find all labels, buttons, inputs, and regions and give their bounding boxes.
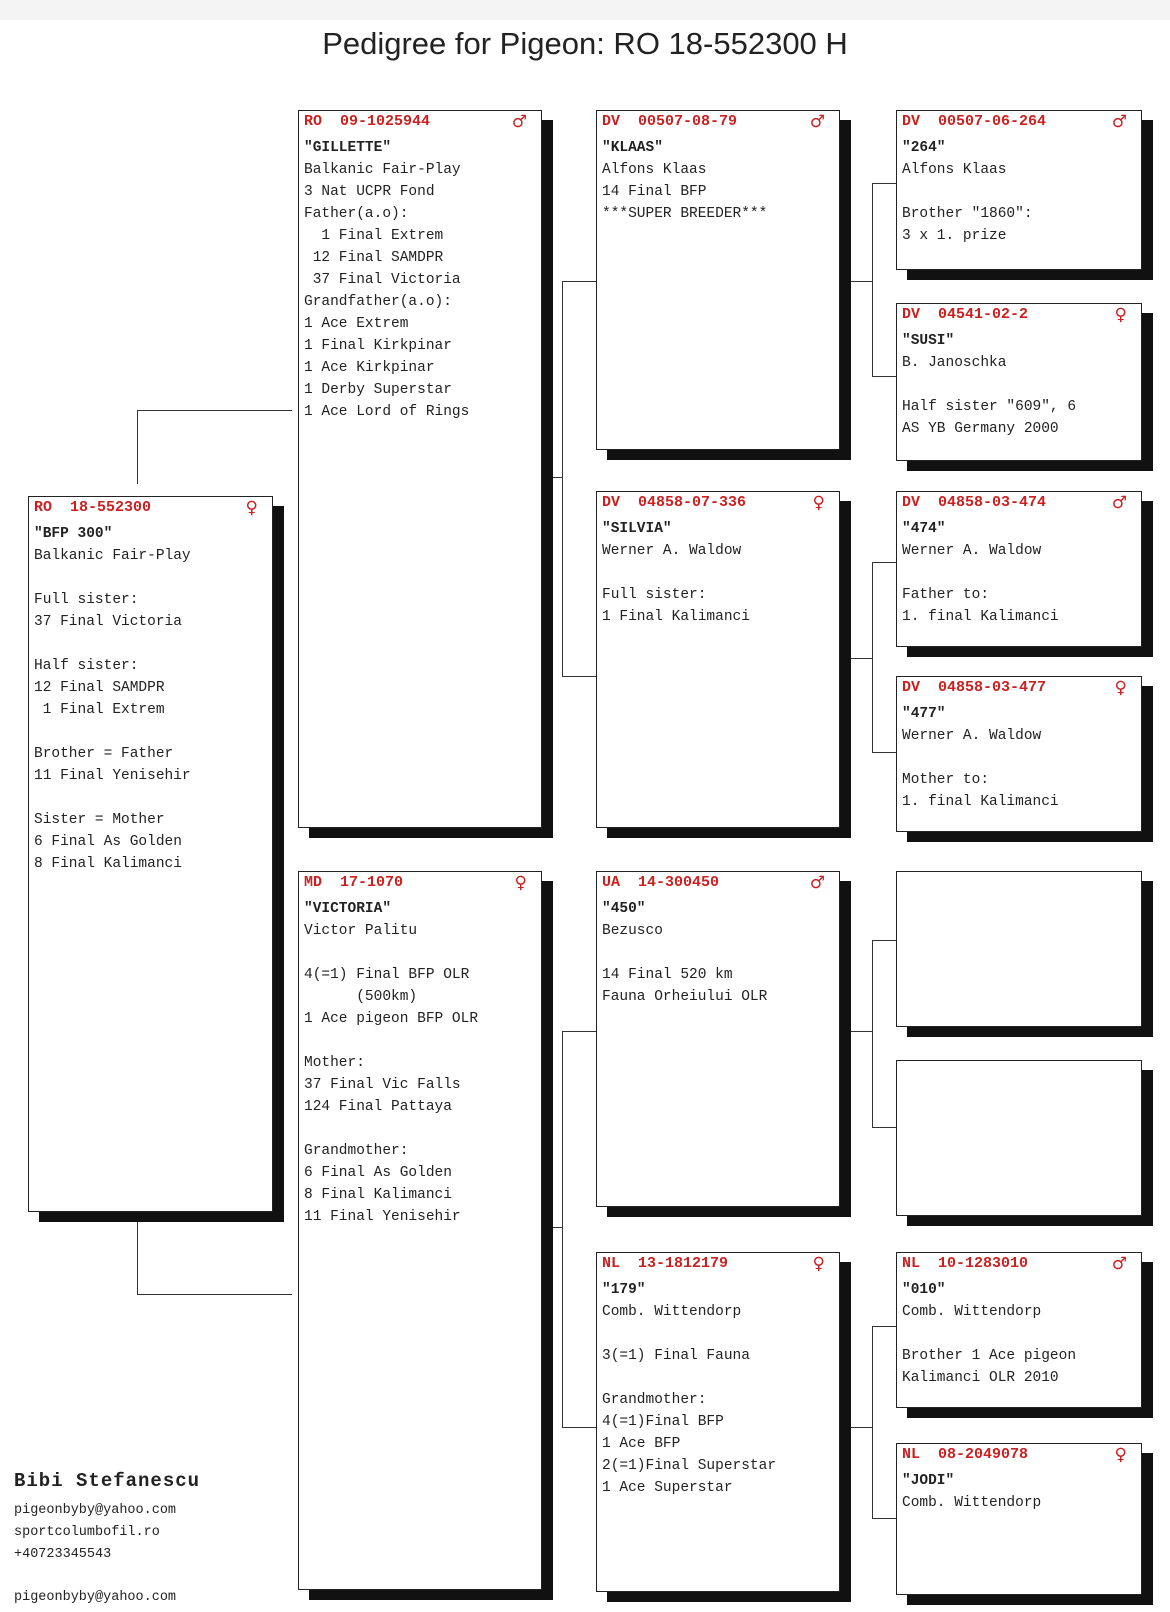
pigeon-detail-line: 3(=1) Final Fauna (602, 1348, 750, 1364)
pigeon-details (597, 133, 839, 225)
pigeon-detail-line (304, 1030, 541, 1052)
connector (872, 1326, 896, 1327)
connector (562, 281, 596, 282)
female-icon: ♀ (514, 873, 527, 893)
pigeon-detail-line: Father(a.o): (304, 206, 409, 222)
pigeon-detail-line: 11 Final Yenisehir (34, 768, 191, 784)
connector (844, 1427, 872, 1428)
pigeon-name: "SILVIA" (602, 521, 672, 537)
pigeon-detail-line: Comb. Wittendorp (602, 1304, 742, 1320)
pigeon-detail-line: Werner A. Waldow (602, 543, 742, 559)
pigeon-detail-line: 12 Final SAMDPR (34, 680, 165, 696)
pigeon-detail-line: B. Janoschka (902, 355, 1007, 371)
owner-block (14, 1470, 200, 1566)
connector (872, 183, 896, 184)
pigeon-detail-line: Sister = Mother (34, 812, 165, 828)
pigeon-detail-line: 1 Ace pigeon BFP OLR (304, 1011, 479, 1027)
pigeon-detail-line: 1. final Kalimanci (902, 794, 1059, 810)
pigeon-detail-line: Brother 1 Ace pigeon (902, 1348, 1077, 1364)
pigeon-detail-line: 11 Final Yenisehir (304, 1209, 461, 1225)
pigeon-card-subject[interactable] (28, 496, 273, 1212)
pigeon-details (897, 1466, 1141, 1514)
connector (872, 940, 896, 941)
pigeon-detail-line: Bezusco (602, 923, 663, 939)
pigeon-name: "179" (602, 1282, 646, 1298)
ring-number-text: DV 00507-06-264 (902, 113, 1047, 130)
ring-number (597, 492, 839, 514)
male-icon: ♂ (809, 873, 825, 893)
pigeon-detail-line: 1 Final Kalimanci (602, 609, 750, 625)
pigeon-detail-line (34, 633, 272, 655)
pigeon-detail-line: 1 Derby Superstar (304, 382, 452, 398)
pigeon-detail-line: Balkanic Fair-Play (304, 162, 461, 178)
pigeon-detail-line: 124 Final Pattaya (304, 1099, 452, 1115)
pigeon-detail-line: 1 Ace Superstar (602, 1480, 733, 1496)
pigeon-name: "477" (902, 706, 946, 722)
pigeon-detail-line: 1 Ace Extrem (304, 316, 409, 332)
connector (872, 1518, 896, 1519)
male-icon: ♂ (809, 112, 825, 132)
pigeon-detail-line: 3 x 1. prize (902, 228, 1007, 244)
pigeon-detail-line: 6 Final As Golden (304, 1165, 452, 1181)
male-icon: ♂ (1111, 493, 1127, 513)
ring-number-text: DV 00507-08-79 (602, 113, 738, 130)
connector (137, 1294, 292, 1295)
pigeon-detail-line: Kalimanci OLR 2010 (902, 1370, 1059, 1386)
pigeon-details (897, 699, 1141, 813)
connector (844, 658, 872, 659)
connector (562, 281, 563, 676)
pigeon-card-mff-empty[interactable] (896, 871, 1142, 1027)
pigeon-detail-line: 8 Final Kalimanci (304, 1187, 452, 1203)
pigeon-detail-line (902, 747, 1141, 769)
connector (872, 1127, 896, 1128)
ring-number-text: UA 14-300450 (602, 874, 720, 891)
pigeon-detail-line: 1 Final Extrem (304, 228, 444, 244)
pigeon-card-paternal-grandmother[interactable] (596, 491, 840, 828)
pigeon-detail-line: Half sister "609", 6 (902, 399, 1077, 415)
ring-number (29, 497, 272, 519)
pigeon-detail-line: Werner A. Waldow (902, 728, 1042, 744)
pigeon-details (29, 519, 272, 875)
pigeon-details (299, 894, 541, 1228)
pigeon-detail-line: Full sister: (602, 587, 707, 603)
pigeon-detail-line: 1. final Kalimanci (902, 609, 1059, 625)
pigeon-detail-line: 37 Final Victoria (304, 272, 461, 288)
connector (137, 410, 292, 411)
pigeon-card-father[interactable] (298, 110, 542, 828)
ring-number-text: MD 17-1070 (304, 874, 404, 891)
pigeon-card-fmm[interactable] (896, 676, 1142, 832)
owner-website[interactable]: sportcolumbofil.ro (14, 1525, 160, 1540)
owner-phone: +40723345543 (14, 1547, 112, 1562)
pigeon-detail-line: 14 Final 520 km (602, 967, 733, 983)
ring-number-text: DV 04858-03-474 (902, 494, 1047, 511)
pigeon-details (897, 133, 1141, 247)
connector (562, 1031, 596, 1032)
ring-number-text: RO 09-1025944 (304, 113, 431, 130)
pigeon-detail-line (304, 942, 541, 964)
connector (872, 940, 873, 1127)
male-icon: ♂ (1111, 112, 1127, 132)
pigeon-name: "GILLETTE" (304, 140, 392, 156)
pigeon-detail-line: 2(=1)Final Superstar (602, 1458, 777, 1474)
footer-email[interactable]: pigeonbyby@yahoo.com (14, 1590, 177, 1605)
pigeon-detail-line: Mother: (304, 1055, 365, 1071)
connector (872, 562, 896, 563)
pigeon-details (897, 326, 1141, 440)
pigeon-name: "BFP 300" (34, 526, 113, 542)
pigeon-name: "450" (602, 901, 646, 917)
pigeon-card-fmf[interactable] (896, 491, 1142, 647)
pigeon-detail-line: (500km) (304, 989, 418, 1005)
pigeon-name: "JODI" (902, 1473, 955, 1489)
pigeon-detail-line (602, 942, 839, 964)
pigeon-detail-line: Comb. Wittendorp (902, 1495, 1042, 1511)
pigeon-details (299, 133, 541, 423)
pigeon-detail-line: Mother to: (902, 772, 990, 788)
pigeon-detail-line: 1 Final Extrem (34, 702, 165, 718)
pigeon-detail-line: 6 Final As Golden (34, 834, 182, 850)
connector (872, 562, 873, 752)
pigeon-detail-line (602, 1367, 839, 1389)
pigeon-detail-line (902, 1323, 1141, 1345)
pigeon-detail-line: ***SUPER BREEDER*** (602, 206, 768, 222)
female-icon: ♀ (812, 1254, 825, 1274)
pigeon-detail-line (34, 787, 272, 809)
pigeon-detail-line (602, 1323, 839, 1345)
male-icon: ♂ (511, 112, 527, 132)
ring-number-text: DV 04858-07-336 (602, 494, 747, 511)
male-icon: ♂ (1111, 1254, 1127, 1274)
pigeon-detail-line (304, 1118, 541, 1140)
owner-email[interactable]: pigeonbyby@yahoo.com (14, 1503, 177, 1518)
pigeon-detail-line (902, 374, 1141, 396)
pigeon-detail-line: 1 Ace Kirkpinar (304, 360, 435, 376)
pigeon-detail-line: Balkanic Fair-Play (34, 548, 191, 564)
ring-number-text: DV 04858-03-477 (902, 679, 1047, 696)
pigeon-detail-line: Victor Palitu (304, 923, 418, 939)
pigeon-detail-line: Brother = Father (34, 746, 174, 762)
pigeon-detail-line: 37 Final Victoria (34, 614, 182, 630)
connector (844, 1031, 872, 1032)
connector (137, 410, 138, 484)
pigeon-detail-line (34, 567, 272, 589)
pigeon-detail-line: Brother "1860": (902, 206, 1033, 222)
ring-number (299, 111, 541, 133)
pigeon-detail-line: Comb. Wittendorp (902, 1304, 1042, 1320)
top-strip (0, 0, 1170, 20)
pigeon-detail-line: 8 Final Kalimanci (34, 856, 182, 872)
pigeon-card-maternal-grandfather[interactable] (596, 871, 840, 1207)
pigeon-detail-line: 4(=1) Final BFP OLR (304, 967, 470, 983)
ring-number-text: NL 13-1812179 (602, 1255, 729, 1272)
pigeon-detail-line: Full sister: (34, 592, 139, 608)
female-icon: ♀ (812, 493, 825, 513)
female-icon: ♀ (1114, 305, 1127, 325)
connector (872, 183, 873, 376)
ring-number-text: NL 10-1283010 (902, 1255, 1029, 1272)
pigeon-detail-line: Grandmother: (304, 1143, 409, 1159)
ring-number (597, 111, 839, 133)
pigeon-detail-line: 1 Ace BFP (602, 1436, 681, 1452)
ring-number (897, 677, 1141, 699)
pigeon-details (597, 894, 839, 1008)
female-icon: ♀ (245, 498, 258, 518)
pigeon-detail-line (902, 562, 1141, 584)
connector (562, 1031, 563, 1427)
connector (844, 281, 872, 282)
pigeon-detail-line: Werner A. Waldow (902, 543, 1042, 559)
pigeon-name: "SUSI" (902, 333, 955, 349)
connector (540, 477, 562, 478)
pigeon-name: "010" (902, 1282, 946, 1298)
pigeon-card-mmm[interactable] (896, 1443, 1142, 1595)
connector (872, 1326, 873, 1518)
connector (872, 376, 896, 377)
ring-number (299, 872, 541, 894)
ring-number (597, 1253, 839, 1275)
pigeon-detail-line: Half sister: (34, 658, 139, 674)
pigeon-detail-line: Grandmother: (602, 1392, 707, 1408)
pigeon-card-ffm[interactable] (896, 303, 1142, 461)
connector (872, 752, 896, 753)
pigeon-detail-line: 1 Ace Lord of Rings (304, 404, 470, 420)
pigeon-detail-line: AS YB Germany 2000 (902, 421, 1059, 437)
pigeon-card-maternal-grandmother[interactable] (596, 1252, 840, 1592)
female-icon: ♀ (1114, 678, 1127, 698)
ring-number-text: RO 18-552300 (34, 499, 152, 516)
connector (562, 676, 596, 677)
connector (562, 1427, 596, 1428)
pigeon-detail-line (602, 562, 839, 584)
pigeon-card-mother[interactable] (298, 871, 542, 1590)
ring-number-text: DV 04541-02-2 (902, 306, 1029, 323)
pigeon-name: "264" (902, 140, 946, 156)
page-title: Pedigree for Pigeon: RO 18-552300 H (322, 26, 848, 61)
pigeon-name: "474" (902, 521, 946, 537)
pigeon-card-paternal-grandfather[interactable] (596, 110, 840, 450)
ring-number (897, 1444, 1141, 1466)
ring-number (897, 111, 1141, 133)
pigeon-details (597, 1275, 839, 1499)
pigeon-card-mmf[interactable] (896, 1252, 1142, 1408)
ring-number-text: NL 08-2049078 (902, 1446, 1029, 1463)
pigeon-detail-line: 4(=1)Final BFP (602, 1414, 724, 1430)
ring-number (897, 492, 1141, 514)
pigeon-detail-line: 37 Final Vic Falls (304, 1077, 461, 1093)
pigeon-card-fff[interactable] (896, 110, 1142, 270)
owner-name: Bibi Stefanescu (14, 1470, 201, 1492)
pigeon-name: "KLAAS" (602, 140, 663, 156)
pigeon-details (897, 1275, 1141, 1389)
pigeon-detail-line (34, 721, 272, 743)
pigeon-detail-line: Alfons Klaas (902, 162, 1007, 178)
pigeon-details (897, 514, 1141, 628)
pigeon-name: "VICTORIA" (304, 901, 392, 917)
pigeon-detail-line: 14 Final BFP (602, 184, 707, 200)
pigeon-card-mfm-empty[interactable] (896, 1060, 1142, 1216)
pigeon-detail-line: Alfons Klaas (602, 162, 707, 178)
pigeon-detail-line: 3 Nat UCPR Fond (304, 184, 435, 200)
ring-number (597, 872, 839, 894)
pigeon-detail-line: Father to: (902, 587, 990, 603)
pigeon-detail-line: Fauna Orheiului OLR (602, 989, 768, 1005)
pigeon-detail-line: 1 Final Kirkpinar (304, 338, 452, 354)
female-icon: ♀ (1114, 1445, 1127, 1465)
pigeon-detail-line: 12 Final SAMDPR (304, 250, 444, 266)
pigeon-detail-line (902, 181, 1141, 203)
ring-number (897, 1253, 1141, 1275)
pigeon-detail-line: Grandfather(a.o): (304, 294, 452, 310)
connector (540, 1227, 562, 1228)
pigeon-details (597, 514, 839, 628)
ring-number (897, 304, 1141, 326)
